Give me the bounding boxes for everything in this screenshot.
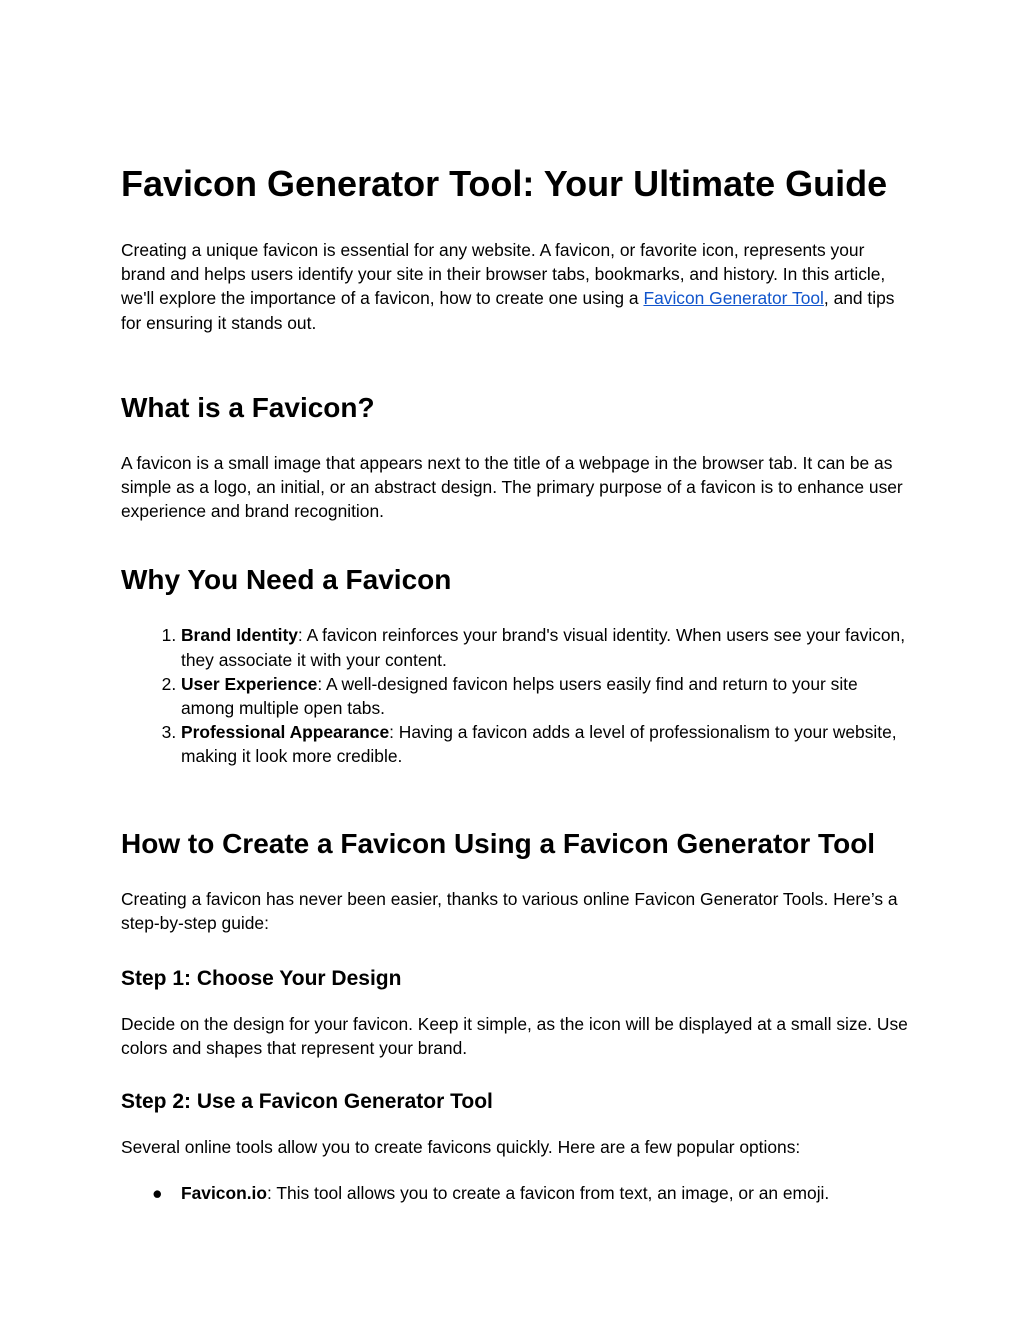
section-heading-how: How to Create a Favicon Using a Favicon Generator Tool (121, 827, 876, 859)
intro-text-end: , and tips for ensuring it stands out. (121, 288, 895, 333)
intro-text: Creating a unique favicon is essential for any website. A favicon, or favorite icon, represents your brand and helps users identify your site in their browser tabs, bookmarks, and history. In this article, we'll explore the importance of a favicon, how to create one using a (121, 240, 886, 309)
list-item-term: Professional Appearance (181, 722, 390, 743)
list-item-term: Favicon.io (181, 1182, 268, 1203)
step2-body: Several online tools allow you to create favicons quickly. Here are a few popular options: (121, 1137, 801, 1158)
list-item-text: : Having a favicon adds a level of professionalism to your website, making it look more credible. (181, 722, 897, 767)
intro-paragraph (121, 238, 911, 335)
document-page (121, 158, 911, 1245)
tools-list (121, 1181, 911, 1205)
why-list (121, 623, 911, 768)
favicon-generator-tool-link[interactable]: Favicon Generator Tool (643, 288, 824, 309)
list-item (152, 1181, 911, 1205)
step2-heading: Step 2: Use a Favicon Generator Tool (121, 1090, 493, 1114)
list-item-text: : A well-designed favicon helps users easily find and return to your site among multiple open tabs. (181, 673, 858, 719)
bullet-icon: ● (152, 1182, 163, 1203)
section-how-body: Creating a favicon has never been easier, thanks to various online Favicon Generator Tools. Here’s a step-by-step guide: (121, 888, 898, 933)
list-item-term: Brand Identity (181, 625, 298, 646)
list-item (181, 720, 911, 768)
page-title: Favicon Generator Tool: Your Ultimate Guide (121, 163, 888, 204)
list-item-term: User Experience (181, 673, 318, 694)
list-item-text: : This tool allows you to create a favicon from text, an image, or an emoji. (267, 1182, 830, 1203)
list-item (181, 623, 911, 671)
list-item (181, 672, 911, 720)
section-heading-why: Why You Need a Favicon (121, 564, 452, 596)
list-item-text: : A favicon reinforces your brand's visual identity. When users see your favicon, they associate it with your content. (181, 625, 906, 670)
step1-body: Decide on the design for your favicon. Keep it simple, as the icon will be displayed at a small size. Use colors and shapes that represent your brand. (121, 1014, 908, 1059)
section-what-body: A favicon is a small image that appears next to the title of a webpage in the browser tab. It can be as simple as a logo, an initial, or an abstract design. The primary purpose of a favicon is to enhance user experience and brand recognition. (121, 452, 903, 522)
step1-heading: Step 1: Choose Your Design (121, 967, 402, 991)
section-heading-what: What is a Favicon? (121, 391, 375, 423)
